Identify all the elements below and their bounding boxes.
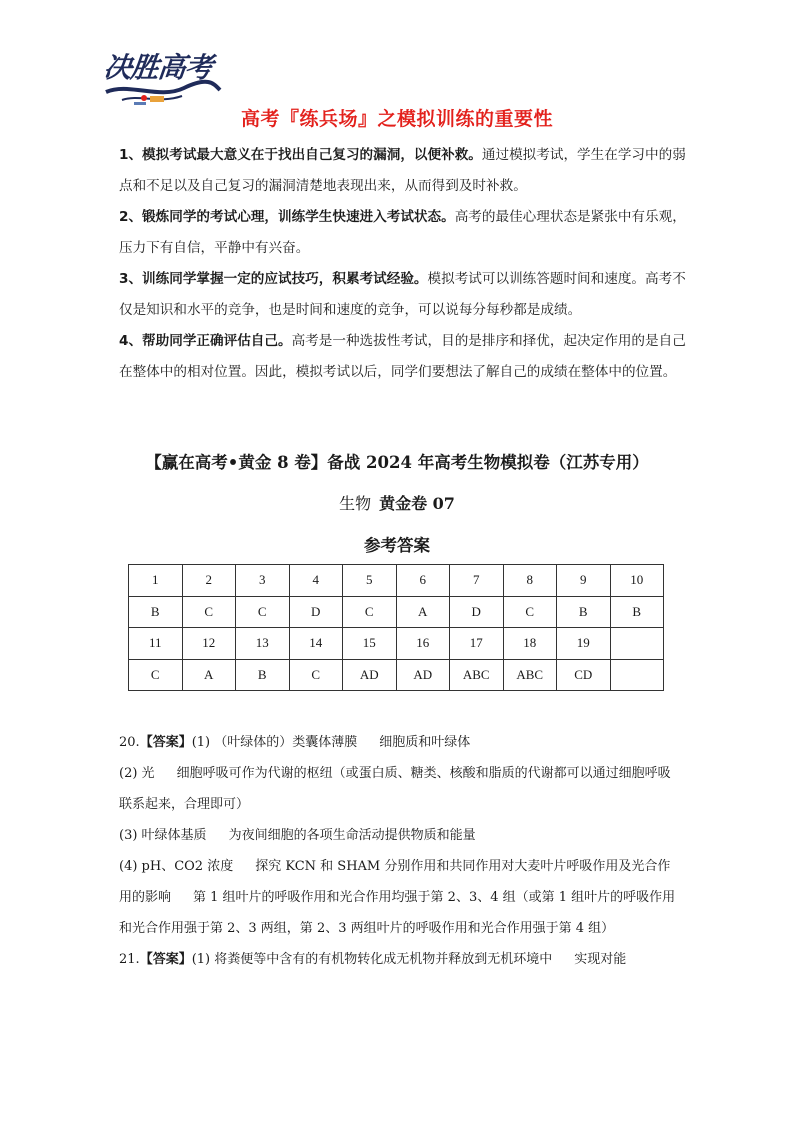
table-cell: D <box>450 596 504 628</box>
table-cell: A <box>396 596 450 628</box>
question-number: 21. <box>119 952 140 967</box>
table-cell: 5 <box>343 565 397 597</box>
subject-name: 生物 <box>339 494 372 513</box>
table-cell: 6 <box>396 565 450 597</box>
table-cell: 2 <box>182 565 236 597</box>
table-cell: A <box>182 659 236 691</box>
intro-item-text: 高考的最佳心理状态是紧张中有乐观，压力下有自信，平静中有兴奋。 <box>119 209 686 256</box>
intro-item <box>119 140 689 202</box>
table-cell: AD <box>343 659 397 691</box>
intro-item <box>119 202 689 264</box>
answer-q20-line1 <box>119 727 679 758</box>
question-number: 20. <box>119 735 140 750</box>
brand-logo <box>104 44 222 108</box>
table-row <box>129 596 664 628</box>
table-cell: 9 <box>557 565 611 597</box>
answers-section <box>119 727 679 975</box>
answer-heading: 参考答案 <box>364 536 430 555</box>
table-cell: 16 <box>396 628 450 660</box>
table-cell: 10 <box>610 565 664 597</box>
table-cell: 13 <box>236 628 290 660</box>
table-cell: 14 <box>289 628 343 660</box>
table-cell: 19 <box>557 628 611 660</box>
table-cell: C <box>182 596 236 628</box>
intro-item-text: 通过模拟考试，学生在学习中的弱点和不足以及自己复习的漏洞清楚地表现出来，从而得到及时补救。 <box>119 147 686 194</box>
intro-section <box>119 140 689 388</box>
intro-item-lead: 3、训练同学掌握一定的应试技巧，积累考试经验。 <box>119 271 428 287</box>
table-cell: 17 <box>450 628 504 660</box>
answer-q20-line4 <box>119 851 679 944</box>
table-cell: C <box>289 659 343 691</box>
table-row <box>129 628 664 660</box>
table-cell: B <box>557 596 611 628</box>
paper-name: 黄金卷 07 <box>379 494 455 513</box>
table-cell: C <box>129 659 183 691</box>
table-cell: 1 <box>129 565 183 597</box>
intro-item <box>119 326 689 388</box>
table-cell: 4 <box>289 565 343 597</box>
answer-part: 为夜间细胞的各项生命活动提供物质和能量 <box>228 828 476 843</box>
table-cell: 8 <box>503 565 557 597</box>
table-cell: 7 <box>450 565 504 597</box>
table-cell: B <box>129 596 183 628</box>
intro-item <box>119 264 689 326</box>
intro-item-lead: 1、模拟考试最大意义在于找出自己复习的漏洞，以便补救。 <box>119 147 482 163</box>
logo-text: 决胜高考 <box>102 51 214 84</box>
table-row <box>129 659 664 691</box>
table-cell: 15 <box>343 628 397 660</box>
table-cell: ABC <box>450 659 504 691</box>
answer-table <box>128 564 664 691</box>
answer-part: (1) （叶绿体的）类囊体薄膜 <box>191 735 358 750</box>
answer-part: 实现对能 <box>574 952 627 967</box>
table-cell: B <box>610 596 664 628</box>
answer-part: 细胞呼吸可作为代谢的枢纽（或蛋白质、糖类、核酸和脂质的代谢都可以通过细胞呼吸联系起来，合理即可） <box>119 766 671 812</box>
table-cell: 18 <box>503 628 557 660</box>
answer-part: (2) 光 <box>119 766 155 781</box>
table-row <box>129 565 664 597</box>
table-cell <box>610 659 664 691</box>
table-cell: D <box>289 596 343 628</box>
answer-tag: 【答案】 <box>139 735 192 750</box>
intro-item-lead: 4、帮助同学正确评估自己。 <box>119 333 292 349</box>
table-cell: 11 <box>129 628 183 660</box>
table-cell: 3 <box>236 565 290 597</box>
answer-part: 第 1 组叶片的呼吸作用和光合作用均强于第 2、3、4 组（或第 1 组叶片的呼吸作用和光合作用强于第 2、3 两组，第 2、3 两组叶片的呼吸作用和光合作用强于第 4 组） <box>119 890 676 936</box>
table-cell: CD <box>557 659 611 691</box>
answer-tag: 【答案】 <box>139 952 192 967</box>
answer-part: 细胞质和叶绿体 <box>379 735 471 750</box>
intro-title: 高考『练兵场』之模拟训练的重要性 <box>240 108 553 130</box>
intro-item-text: 高考是一种选拔性考试，目的是排序和择优，起决定作用的是自己在整体中的相对位置。因此，模拟考试以后，同学们要想法了解自己的成绩在整体中的位置。 <box>119 333 686 380</box>
table-cell: C <box>343 596 397 628</box>
table-cell <box>610 628 664 660</box>
answer-q21-line1 <box>119 944 679 975</box>
answer-part: 探究 KCN 和 SHAM 分别作用和共同作用对大麦叶片呼吸作用及光合作用的影响 <box>119 859 671 905</box>
table-cell: AD <box>396 659 450 691</box>
intro-item-lead: 2、锻炼同学的考试心理，训练学生快速进入考试状态。 <box>119 209 455 225</box>
answer-part: (4) pH、CO2 浓度 <box>119 859 234 874</box>
table-cell: C <box>236 596 290 628</box>
intro-item-text: 模拟考试可以训练答题时间和速度。高考不仅是知识和水平的竞争，也是时间和速度的竞争，可以说每分每秒都是成绩。 <box>119 271 686 318</box>
answer-part: (3) 叶绿体基质 <box>119 828 207 843</box>
answer-part: (1) 将粪便等中含有的有机物转化成无机物并释放到无机环境中 <box>191 952 553 967</box>
table-cell: C <box>503 596 557 628</box>
answer-q20-line2 <box>119 758 679 820</box>
subject-line <box>0 491 794 514</box>
answer-q20-line3 <box>119 820 679 851</box>
table-cell: ABC <box>503 659 557 691</box>
table-cell: B <box>236 659 290 691</box>
table-cell: 12 <box>182 628 236 660</box>
exam-title: 【赢在高考•黄金 8 卷】备战 2024 年高考生物模拟卷（江苏专用） <box>145 453 649 472</box>
